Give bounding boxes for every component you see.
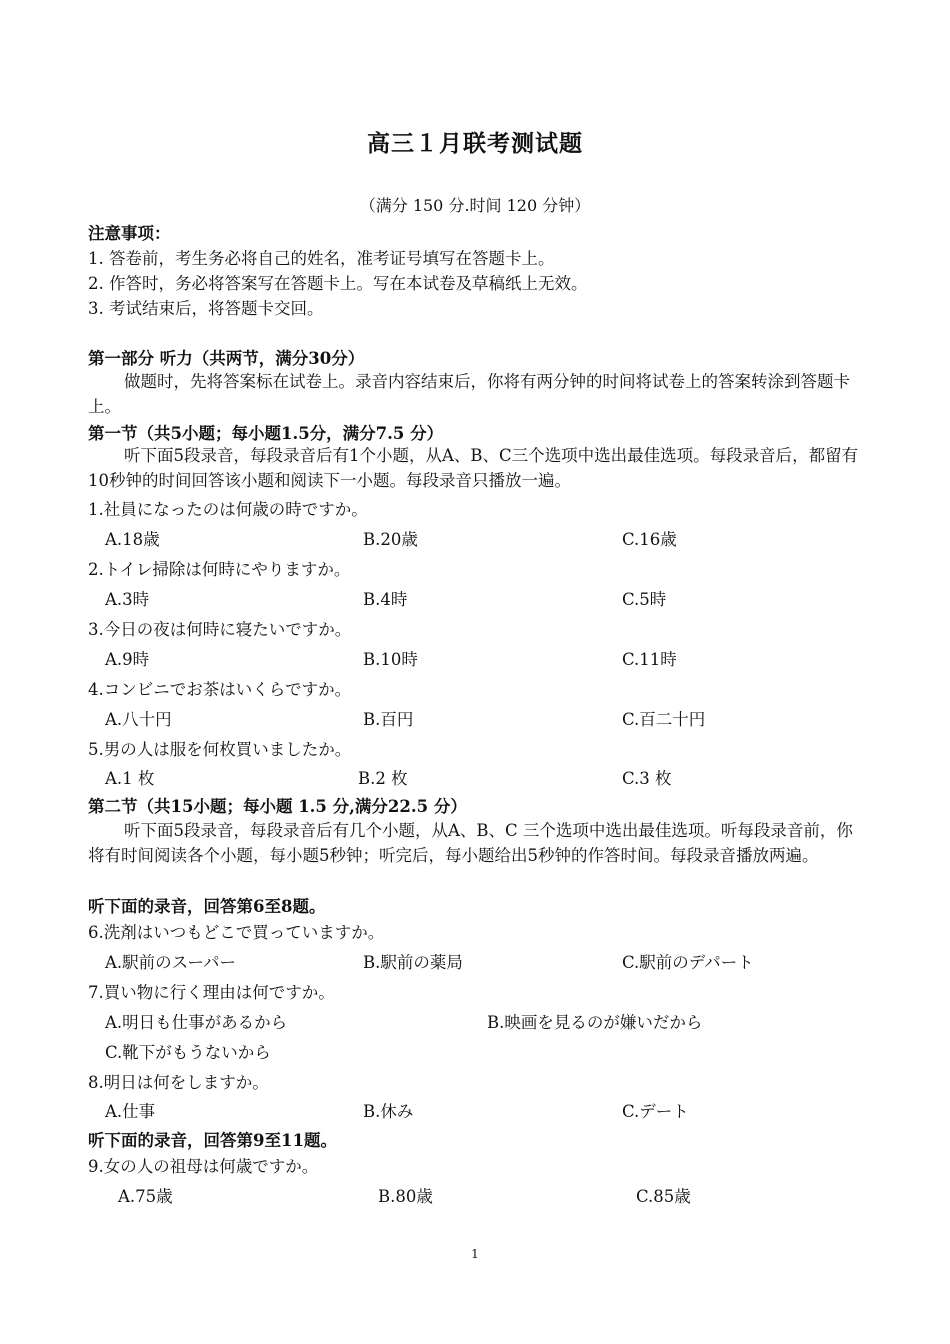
q9-option-a: A.75歳 — [118, 1187, 173, 1206]
question-4: 4.コンビニでお茶はいくらですか。 — [88, 680, 352, 699]
q4-option-c: C.百二十円 — [622, 710, 706, 729]
q8-option-b: B.休み — [363, 1102, 414, 1121]
q9-option-b: B.80歳 — [378, 1187, 433, 1206]
q3-option-a: A.9時 — [105, 650, 150, 669]
page-number: 1 — [471, 1247, 479, 1261]
question-1: 1.社員になったのは何歳の時ですか。 — [88, 500, 368, 519]
section2-heading: 第二节（共15小题；每小题 1.5 分,满分22.5 分） — [88, 797, 467, 816]
page-title: 高三１月联考测试题 — [367, 130, 583, 157]
part1-instruction: 做题时，先将答案标在试卷上。录音内容结束后，你将有两分钟的时间将试卷上的答案转涂到答题卡上。 — [88, 372, 850, 416]
q4-option-b: B.百円 — [363, 710, 414, 729]
part1-heading: 第一部分 听力（共两节，满分30分） — [88, 349, 365, 368]
q5-option-a: A.1 枚 — [105, 769, 155, 788]
question-7: 7.買い物に行く理由は何ですか。 — [88, 983, 335, 1002]
section1-instruction: 听下面5段录音，每段录音后有1个小题，从A、B、C三个选项中选出最佳选项。每段录音后，都留有10秒钟的时间回答该小题和阅读下一小题。每段录音只播放一遍。 — [88, 446, 859, 490]
q4-option-a: A.八十円 — [105, 710, 172, 729]
note-item: 1. 答卷前，考生务必将自己的姓名，准考证号填写在答题卡上。 — [88, 249, 555, 268]
q7-option-a: A.明日も仕事があるから — [105, 1013, 288, 1032]
question-6: 6.洗剤はいつもどこで買っていますか。 — [88, 923, 385, 942]
q2-option-b: B.4時 — [363, 590, 408, 609]
q3-option-c: C.11時 — [622, 650, 677, 669]
note-item: 2. 作答时，务必将答案写在答题卡上。写在本试卷及草稿纸上无效。 — [88, 274, 588, 293]
q8-option-a: A.仕事 — [105, 1102, 156, 1121]
q5-option-b: B.2 枚 — [358, 769, 408, 788]
question-8: 8.明日は何をしますか。 — [88, 1073, 269, 1092]
exam-subtitle: （满分 150 分.时间 120 分钟） — [359, 196, 591, 215]
section2-instruction: 听下面5段录音，每段录音后有几个小题，从A、B、C 三个选项中选出最佳选项。听每段录音前，你将有时间阅读各个小题，每小题5秒钟；听完后，每小题给出5秒钟的作答时间。每段录音播放两遍。 — [88, 821, 853, 865]
question-9: 9.女の人の祖母は何歳ですか。 — [88, 1157, 319, 1176]
q6-option-b: B.駅前の薬局 — [363, 953, 463, 972]
q1-option-b: B.20歳 — [363, 530, 418, 549]
q8-option-c: C.デート — [622, 1102, 689, 1121]
question-2: 2.トイレ掃除は何時にやりますか。 — [88, 560, 351, 579]
question-3: 3.今日の夜は何時に寝たいですか。 — [88, 620, 352, 639]
q6-option-a: A.駅前のスーパー — [105, 953, 237, 972]
q5-option-c: C.3 枚 — [622, 769, 672, 788]
q7-option-b: B.映画を見るのが嫌いだから — [487, 1013, 703, 1032]
group-heading-9-11: 听下面的录音，回答第9至11题。 — [88, 1131, 337, 1150]
q6-option-c: C.駅前のデパート — [622, 953, 754, 972]
note-item: 3. 考试结束后，将答题卡交回。 — [88, 299, 324, 318]
q3-option-b: B.10時 — [363, 650, 418, 669]
q1-option-c: C.16歳 — [622, 530, 677, 549]
q9-option-c: C.85歳 — [636, 1187, 691, 1206]
group-heading-6-8: 听下面的录音，回答第6至8题。 — [88, 897, 326, 916]
q2-option-a: A.3時 — [105, 590, 150, 609]
section1-heading: 第一节（共5小题；每小题1.5分，满分7.5 分） — [88, 424, 444, 443]
q1-option-a: A.18歳 — [105, 530, 160, 549]
q7-option-c: C.靴下がもうないから — [105, 1043, 271, 1062]
question-5: 5.男の人は服を何枚買いましたか。 — [88, 740, 352, 759]
notes-heading: 注意事项： — [88, 224, 171, 243]
q2-option-c: C.5時 — [622, 590, 667, 609]
